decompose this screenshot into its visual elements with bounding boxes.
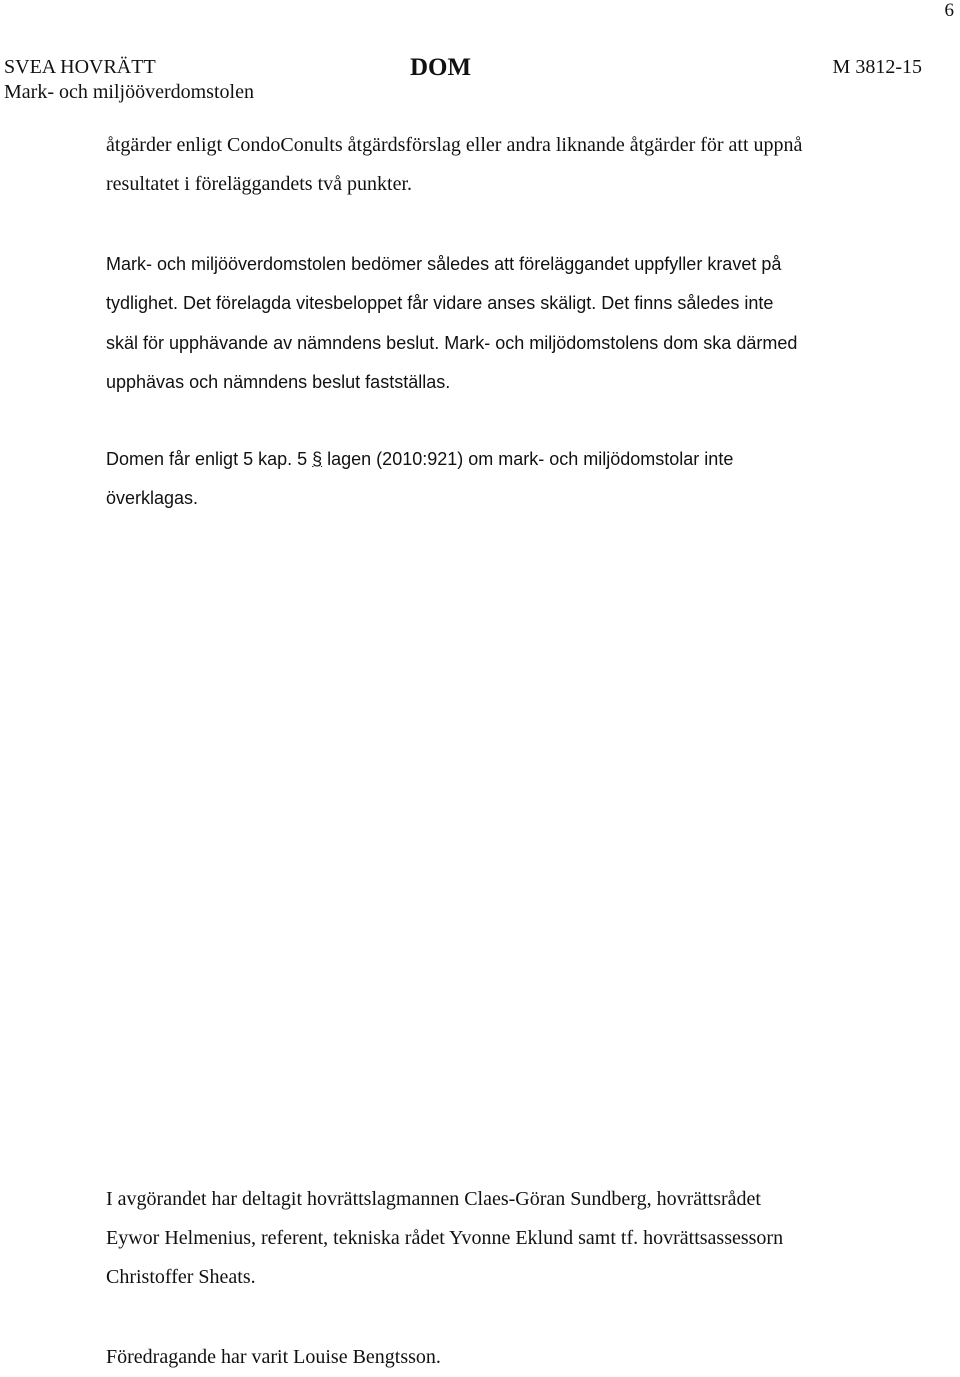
paragraph-line: skäl för upphävande av nämndens beslut. Mark- och miljödomstolens dom ska därmed xyxy=(106,332,798,353)
court-division: Mark- och miljööverdomstolen xyxy=(4,81,254,103)
paragraph-line: åtgärder enligt CondoConults åtgärdsförslag eller andra liknande åtgärder för att uppnå xyxy=(106,134,803,156)
appeal-text-start: Domen får enligt 5 kap. 5 xyxy=(106,449,313,469)
document-type: DOM xyxy=(410,54,472,81)
section-sign: § xyxy=(312,449,323,469)
paragraph-assessment xyxy=(106,245,797,403)
paragraph-line: upphävas och nämndens beslut fastställas. xyxy=(106,372,451,393)
case-number: M 3812-15 xyxy=(832,56,922,78)
appeal-text-end: lagen (2010:921) om mark- och miljödomstolar inte xyxy=(322,449,734,469)
paragraph-line: Christoffer Sheats. xyxy=(106,1266,256,1288)
paragraph-line: Eywor Helmenius, referent, tekniska rådet Yvonne Eklund samt tf. hovrättsassessorn xyxy=(106,1227,784,1249)
paragraph-line: tydlighet. Det förelagda vitesbeloppet får vidare anses skäligt. Det finns således inte xyxy=(106,293,774,314)
page-number: 6 xyxy=(944,0,954,21)
paragraph-appeal xyxy=(106,440,733,519)
paragraph-measures xyxy=(106,126,802,204)
paragraph-line: I avgörandet har deltagit hovrättslagmannen Claes-Göran Sundberg, hovrättsrådet xyxy=(106,1188,761,1210)
paragraph-line xyxy=(106,440,733,479)
paragraph-line: Mark- och miljööverdomstolen bedömer således att föreläggandet uppfyller kravet på xyxy=(106,254,782,274)
paragraph-rapporteur xyxy=(106,1338,441,1377)
paragraph-participants xyxy=(106,1180,783,1297)
paragraph-line: överklagas. xyxy=(106,488,199,509)
court-name: SVEA HOVRÄTT xyxy=(4,56,156,78)
paragraph-line: Föredragande har varit Louise Bengtsson. xyxy=(106,1346,441,1368)
paragraph-line: resultatet i föreläggandets två punkter. xyxy=(106,173,413,195)
